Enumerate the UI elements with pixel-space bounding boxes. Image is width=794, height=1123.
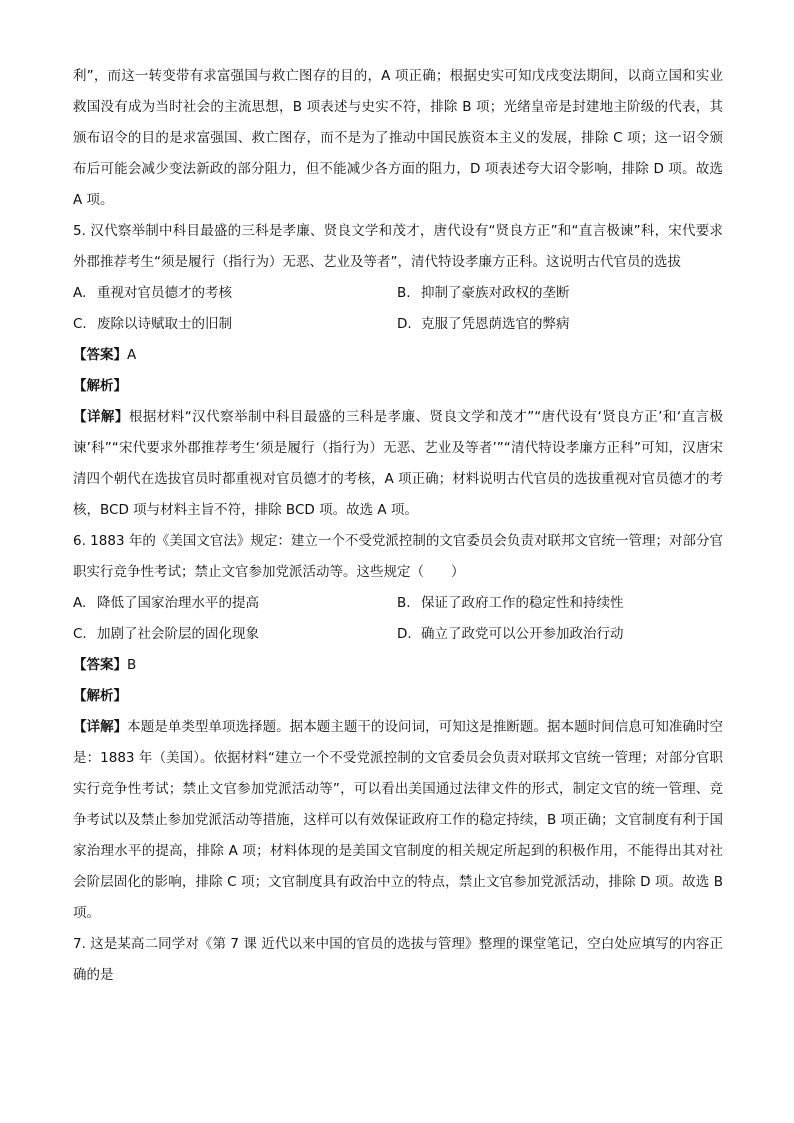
question-6-option-c xyxy=(73,619,397,650)
detail-text: 根据材料“汉代察举制中科目最盛的三科是孝廉、贤良文学和茂才”“唐代设有‘贤良方正’和‘直言极谏’科”“宋代要求外郡推荐考生‘须是履行（指行为）无恶、艺业及等者’”“清代特设孝廉方正科”可知，汉唐宋清四个朝代在选拔官员时都重视对官员德才的考核，A 项正确；材料说明古代官员的选拔重视对官员德才的考核，BCD 项与材料主旨不符，排除 BCD 项。故选 A 项。 xyxy=(73,409,724,518)
answer-tag: 【答案】 xyxy=(73,347,127,363)
option-letter: D. xyxy=(397,626,412,642)
question-6-option-d xyxy=(397,619,723,650)
analysis-tag: 【解析】 xyxy=(73,688,127,704)
question-5-stem: 5. 汉代察举制中科目最盛的三科是孝廉、贤良文学和茂才，唐代设有“贤良方正”和“直言极谏”科，宋代要求外郡推荐考生“须是履行（指行为）无恶、艺业及等者”，清代特设孝廉方正科。这说明古代官员的选拔 xyxy=(73,223,723,270)
option-text: 废除以诗赋取士的旧制 xyxy=(97,316,232,332)
option-letter: B. xyxy=(397,285,411,301)
question-6-analysis-tag xyxy=(73,681,723,712)
option-letter: C. xyxy=(73,626,87,642)
option-text: 降低了国家治理水平的提高 xyxy=(97,595,259,611)
question-6-answer xyxy=(73,650,723,681)
question-6-option-b xyxy=(397,588,723,619)
detail-tag: 【详解】 xyxy=(73,719,128,735)
question-5-options xyxy=(73,278,723,340)
answer-value: B xyxy=(127,657,137,673)
option-letter: A. xyxy=(73,285,87,301)
question-6-option-a xyxy=(73,588,397,619)
detail-tag: 【详解】 xyxy=(73,409,129,425)
option-text: 抑制了豪族对政权的垄断 xyxy=(421,285,570,301)
answer-value: A xyxy=(127,347,137,363)
question-5-option-a xyxy=(73,278,397,309)
detail-text: 本题是单类型单项选择题。据本题主题干的设问词，可知这是推断题。据本题时间信息可知准确时空是：1883 年（美国）。依据材料“建立一个不受党派控制的文官委员会负责对联邦文官统一管理；对部分官职实行竞争性考试；禁止文官参加党派活动等”，可以看出美国通过法律文件的形式，制定文官的统一管理、竞争考试以及禁止参加党派活动等措施，这样可以有效保证政府工作的稳定持续，B 项正确；文官制度有利于国家治理水平的提高，排除 A 项；材料体现的是美国文官制度的相关规定所起到的积极作用，不能得出其对社会阶层固化的影响，排除 C 项；文官制度具有政治中立的特点，禁止文官参加党派活动，排除 D 项。故选 B 项。 xyxy=(73,719,724,921)
analysis-tag: 【解析】 xyxy=(73,378,127,394)
option-text: 确立了政党可以公开参加政治行动 xyxy=(421,626,624,642)
answer-tag: 【答案】 xyxy=(73,657,127,673)
option-text: 加剧了社会阶层的固化现象 xyxy=(97,626,259,642)
question-5-option-b xyxy=(397,278,723,309)
question-5-detail xyxy=(73,402,723,526)
question-5-answer xyxy=(73,340,723,371)
option-letter: C. xyxy=(73,316,87,332)
option-text: 克服了凭恩荫选官的弊病 xyxy=(421,316,570,332)
document-page xyxy=(73,61,723,991)
question-5-option-c xyxy=(73,309,397,340)
question-5-option-d xyxy=(397,309,723,340)
question-7-stem: 7. 这是某高二同学对《第 7 课 近代以来中国的官员的选拔与管理》整理的课堂笔记，空白处应填写的内容正确的是 xyxy=(73,936,723,983)
option-text: 重视对官员德才的考核 xyxy=(97,285,232,301)
option-text: 保证了政府工作的稳定性和持续性 xyxy=(421,595,624,611)
option-letter: D. xyxy=(397,316,412,332)
question-5-analysis-tag xyxy=(73,371,723,402)
question-6-stem: 6. 1883 年的《美国文官法》规定：建立一个不受党派控制的文官委员会负责对联邦文官统一管理；对部分官职实行竞争性考试；禁止文官参加党派活动等。这些规定（ ） xyxy=(73,533,723,580)
option-letter: B. xyxy=(397,595,411,611)
paragraph-continuation: 利”，而这一转变带有求富强国与救亡图存的目的，A 项正确；根据史实可知戊戌变法期间，以商立国和实业救国没有成为当时社会的主流思想，B 项表述与史实不符，排除 B 项；光绪皇帝是封建地主阶级的代表，其颁布诏令的目的是求富强国、救亡图存，而不是为了推动中国民族资本主义的发展，排除 C 项；这一诏令颁布后可能会减少变法新政的部分阻力，但不能减少各方面的阻力，D 项表述夸大诏令影响，排除 D 项。故选 A 项。 xyxy=(73,68,723,208)
question-6-options xyxy=(73,588,723,650)
option-letter: A. xyxy=(73,595,87,611)
question-6-detail xyxy=(73,712,723,929)
